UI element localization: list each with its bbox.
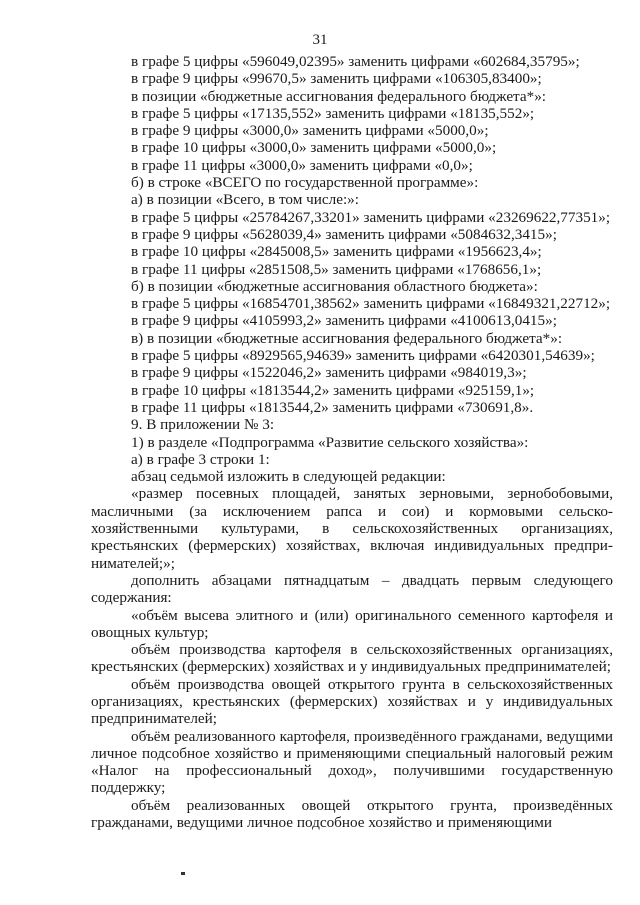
text-line: в графе 9 цифры «99670,5» заменить цифрами «106305,83400»; xyxy=(131,70,542,88)
section-heading: 9. В приложении № 3: xyxy=(131,416,275,434)
text-line: в графе 5 цифры «8929565,94639» заменить цифрами «6420301,54639»; xyxy=(131,347,595,365)
page-number: 31 xyxy=(312,32,328,48)
paragraph: «объём высева элитного и (или) оригинального семенного картофеля и овощных культур; xyxy=(91,606,613,641)
text-line: в графе 10 цифры «1813544,2» заменить цифрами «925159,1»; xyxy=(131,381,535,399)
text-line: в графе 9 цифры «5628039,4» заменить цифрами «5084632,3415»; xyxy=(131,225,557,243)
text-line: 1) в разделе «Подпрограмма «Развитие сельского хозяйства»: xyxy=(131,433,529,451)
paragraph: дополнить абзацами пятнадцатым – двадцать первым следующего содержания: xyxy=(91,571,613,607)
paragraph: объём реализованного картофеля, произведённого гражданами, ведущими личное подсобное хозяйство и применяющими специальный налоговый режим «Налог на профессиональный доход», получившими государственную поддержку; xyxy=(91,727,613,797)
text-line: в графе 9 цифры «4105993,2» заменить цифрами «4100613,0415»; xyxy=(131,312,557,330)
text-line: в графе 10 цифры «2845008,5» заменить цифрами «1956623,4»; xyxy=(131,243,542,261)
paragraph: объём производства овощей открытого грунта в сельскохозяйственных организациях, крестьянских (фермерских) хозяйствах и у индивидуальных предпринимателей; xyxy=(91,675,613,728)
text-line: в графе 9 цифры «1522046,2» заменить цифрами «984019,3»; xyxy=(131,364,527,382)
text-line: в графе 11 цифры «2851508,5» заменить цифрами «1768656,1»; xyxy=(131,260,542,278)
text-line: в графе 9 цифры «3000,0» заменить цифрами «5000,0»; xyxy=(131,122,489,140)
scan-mark xyxy=(181,872,185,875)
text-line: в позиции «бюджетные ассигнования федерального бюджета*»: xyxy=(131,87,547,105)
paragraph: «размер посевных площадей, занятых зерновыми, зернобобовыми, масличными (за исключением рапса и сои) и кормовыми сельско-хозяйственными культурами, в сельскохозяйственных организациях, крестьянских (фермерских) хозяйствах, включая индивидуальных предпри-нимателей;»; xyxy=(91,485,613,572)
text-line: а) в графе 3 строки 1: xyxy=(131,450,270,468)
text-line: абзац седьмой изложить в следующей редакции: xyxy=(131,468,446,486)
text-line: б) в строке «ВСЕГО по государственной программе»: xyxy=(131,174,479,192)
text-line: в) в позиции «бюджетные ассигнования федерального бюджета*»: xyxy=(131,329,563,347)
text-line: в графе 5 цифры «596049,02395» заменить цифрами «602684,35795»; xyxy=(131,53,580,70)
text-line: в графе 11 цифры «1813544,2» заменить цифрами «730691,8». xyxy=(131,398,534,416)
text-line: в графе 10 цифры «3000,0» заменить цифрами «5000,0»; xyxy=(131,139,497,157)
document-body xyxy=(91,53,613,831)
text-line: в графе 11 цифры «3000,0» заменить цифрами «0,0»; xyxy=(131,156,473,174)
paragraph: объём реализованных овощей открытого грунта, произведённых гражданами, ведущими личное подсобное хозяйство и применяющими xyxy=(91,796,613,832)
text-line: в графе 5 цифры «17135,552» заменить цифрами «18135,552»; xyxy=(131,104,535,122)
text-line: в графе 5 цифры «16854701,38562» заменить цифрами «16849321,22712»; xyxy=(131,295,611,313)
text-line: в графе 5 цифры «25784267,33201» заменить цифрами «23269622,77351»; xyxy=(131,208,611,226)
text-line: б) в позиции «бюджетные ассигнования областного бюджета»: xyxy=(131,277,538,295)
text-line: а) в позиции «Всего, в том числе:»: xyxy=(131,191,359,209)
paragraph: объём производства картофеля в сельскохозяйственных организациях, крестьянских (фермерских) хозяйствах и у индивидуальных предпринимателей; xyxy=(91,641,613,676)
